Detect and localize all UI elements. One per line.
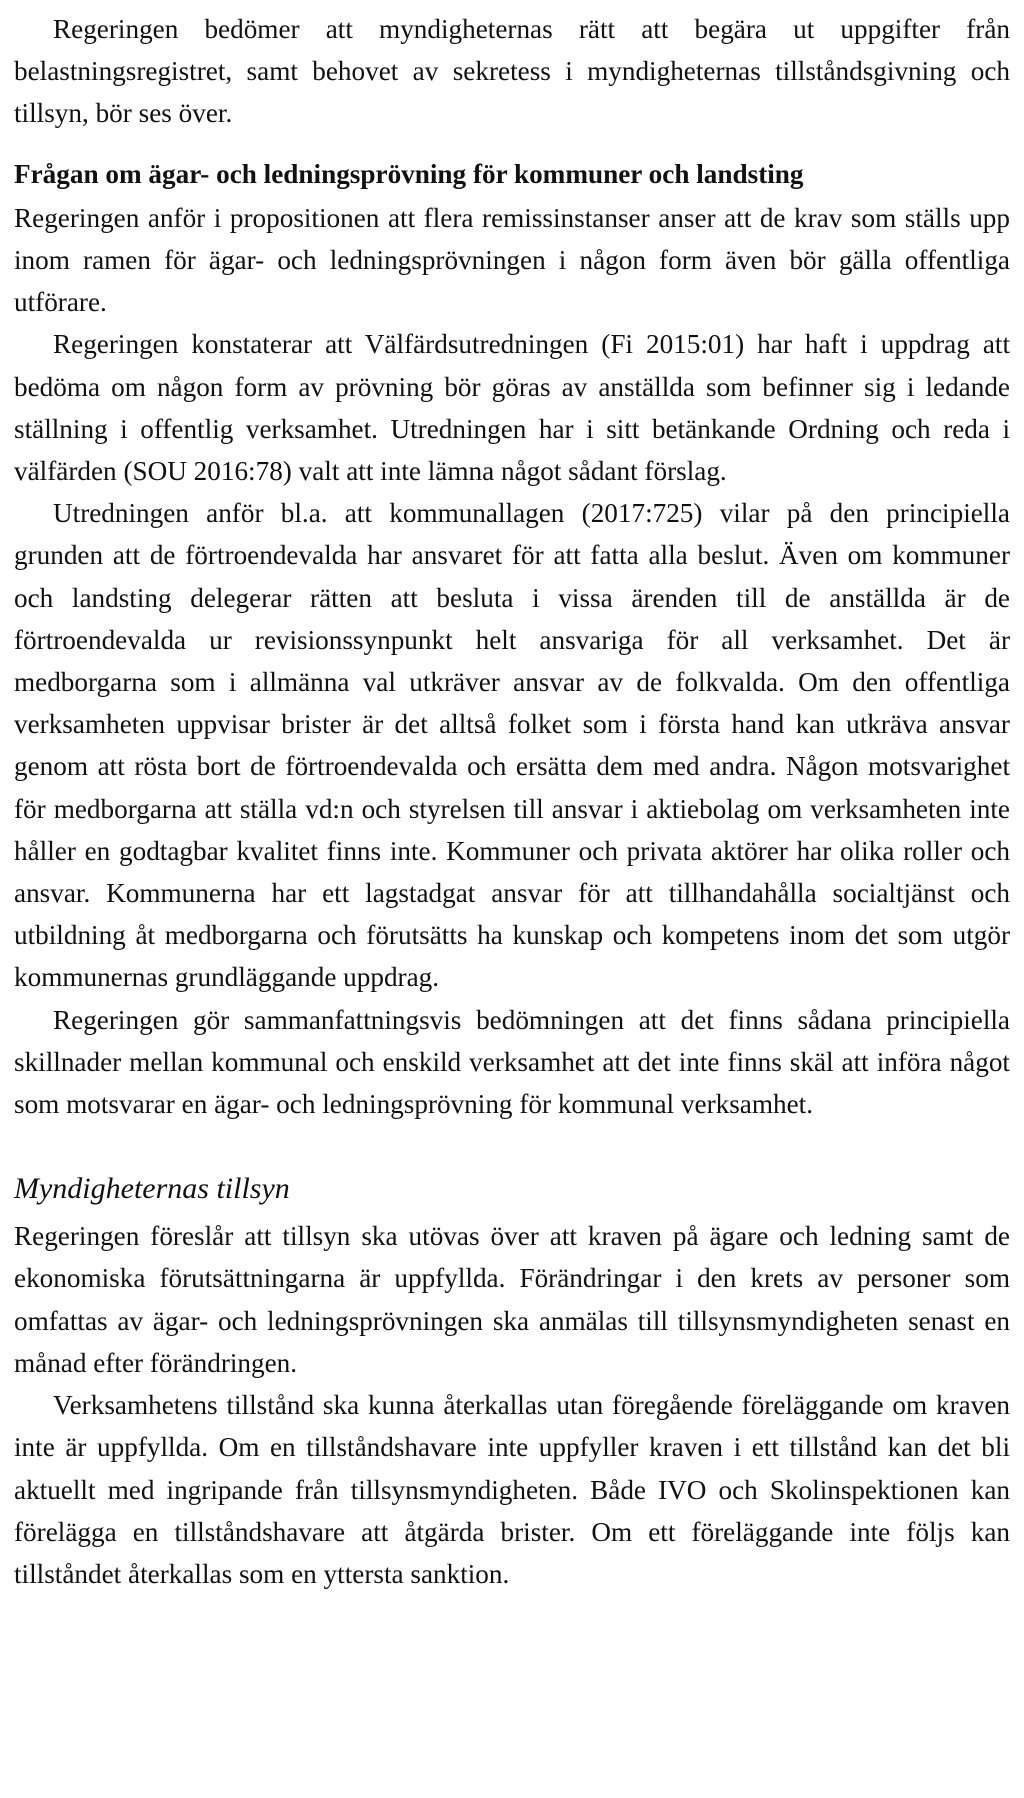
body-paragraph: Regeringen gör sammanfattningsvis bedömningen att det finns sådana principiella skillnader mellan kommunal och enskild verksamhet att det inte finns skäl att införa något som motsvarar en ägar- och ledningsprövning för kommunal verksamhet. (14, 1004, 1010, 1120)
body-paragraph: Regeringen föreslår att tillsyn ska utövas över att kraven på ägare och ledning samt de ekonomiska förutsättningarna är uppfyllda. Förändringar i den krets av personer som omfattas av ägar- och ledningsprövningen ska anmälas till tillsynsmyndigheten senast en månad efter förändringen. (14, 1221, 1010, 1378)
section-heading: Frågan om ägar- och ledningsprövning för kommuner och landsting (14, 158, 804, 189)
body-paragraph: Regeringen konstaterar att Välfärdsutredningen (Fi 2015:01) har haft i uppdrag att bedöma om någon form av prövning bör göras av anställda som befinner sig i ledande ställning i offentlig verksamhet. Utredningen har i sitt betänkande Ordning och reda i välfärden (SOU 2016:78) valt att inte lämna något sådant förslag. (14, 329, 1010, 487)
body-paragraph: Verksamhetens tillstånd ska kunna återkallas utan föregående föreläggande om kraven inte är uppfyllda. Om en tillståndshavare inte uppfyller kraven i ett tillstånd kan det bli aktuellt med ingripande från tillsynsmyndigheten. Både IVO och Skolinspektionen kan förelägga en tillståndshavare att åtgärda brister. Om ett föreläggande inte följs kan tillståndet återkallas som en yttersta sanktion. (14, 1390, 1010, 1589)
body-paragraph: Utredningen anför bl.a. att kommunallagen (2017:725) vilar på den principiella grunden att de förtroendevalda har ansvaret för att fatta alla beslut. Även om kommuner och landsting delegerar rätten att besluta i vissa ärenden till de anställda är de förtroendevalda ur revisionssynpunkt helt ansvariga för all verksamhet. Det är medborgarna som i allmänna val utkräver ansvar av de folkvalda. Om den offentliga verksamheten uppvisar brister är det alltså folket som i första hand kan utkräva ansvar genom att rösta bort de förtroendevalda och ersätta dem med andra. Någon motsvarighet för medborgarna att ställa vd:n och styrelsen till ansvar i aktiebolag om verksamheten inte håller en godtagbar kvalitet finns inte. Kommuner och privata aktörer har olika roller och ansvar. Kommunerna har ett lagstadgat ansvar för att tillhandahålla socialtjänst och utbildning åt medborgarna och förutsätts ha kunskap och kompetens inom det som utgör kommunernas grundläggande uppdrag. (14, 498, 1010, 993)
body-paragraph: Regeringen bedömer att myndigheternas rätt att begära ut uppgifter från belastningsregistret, samt behovet av sekretess i myndigheternas tillståndsgivning och tillsyn, bör ses över. (14, 14, 1010, 129)
section-heading-italic: Myndigheternas tillsyn (14, 1172, 290, 1206)
body-paragraph: Regeringen anför i propositionen att flera remissinstanser anser att de krav som ställs upp inom ramen för ägar- och ledningsprövningen i någon form även bör gälla offentliga utförare. (14, 202, 1010, 318)
document-page (14, 8, 1010, 1595)
